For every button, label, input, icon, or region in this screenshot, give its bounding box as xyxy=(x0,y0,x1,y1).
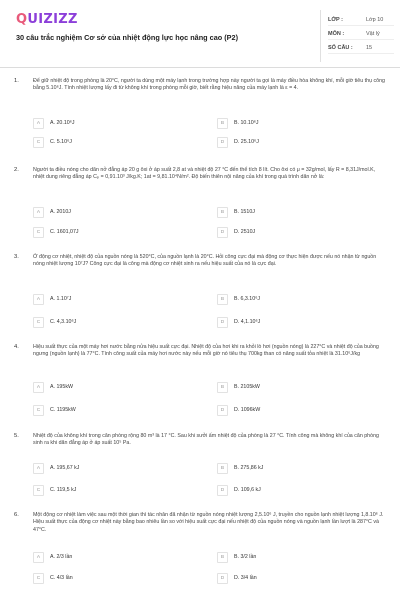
option-letter-box: B xyxy=(217,382,228,393)
option-letter-box: C xyxy=(33,317,44,328)
option-text: B. 2105kW xyxy=(234,384,260,390)
option-text: A. 195,67 kJ xyxy=(50,465,80,471)
option-letter-box: A xyxy=(33,463,44,474)
option-b[interactable] xyxy=(217,552,367,563)
option-text: C. 119,5 kJ xyxy=(50,487,77,493)
option-letter-box: C xyxy=(33,137,44,148)
question-number: 5. xyxy=(14,433,19,439)
option-a[interactable] xyxy=(33,294,183,305)
meta-class xyxy=(328,13,398,27)
meta-divider xyxy=(320,10,321,62)
option-letter-box: C xyxy=(33,227,44,238)
option-b[interactable] xyxy=(217,463,367,474)
option-letter-box: A xyxy=(33,207,44,218)
option-letter-box: D xyxy=(217,137,228,148)
option-letter-box: D xyxy=(217,405,228,416)
class-value: Lớp 10 xyxy=(366,17,384,23)
option-text: C. 4/3 lần xyxy=(50,575,73,581)
option-d[interactable] xyxy=(217,317,367,328)
option-c[interactable] xyxy=(33,137,183,148)
option-text: A. 1.10⁷J xyxy=(50,296,72,302)
quizizz-logo: QUIZIZZ xyxy=(16,12,78,27)
meta-subject xyxy=(328,27,398,41)
option-letter-box: C xyxy=(33,405,44,416)
option-letter-box: B xyxy=(217,207,228,218)
question-number: 2. xyxy=(14,167,19,173)
option-text: D. 109,6 kJ xyxy=(234,487,261,493)
option-b[interactable] xyxy=(217,118,367,129)
question-number: 4. xyxy=(14,344,19,350)
option-text: B. 1510J xyxy=(234,209,255,215)
question-text: Để giữ nhiệt độ trong phòng là 20°C, người ta dùng một máy lạnh trong trường hợp này người ta gọi là máy điều hòa không khí, mỗi giờ tiêu thụ công bằng 5.10⁶J. Tính nhiệt lượng lấy đi từ không khí trong phòng mỗi giờ, biết rằng hiệu năng của máy lạnh là ε = 4. xyxy=(33,78,385,92)
option-text: D. 3/4 lần xyxy=(234,575,257,581)
option-letter-box: D xyxy=(217,227,228,238)
option-b[interactable] xyxy=(217,294,367,305)
option-text: A. 2/3 lần xyxy=(50,554,73,560)
option-letter-box: C xyxy=(33,485,44,496)
option-text: A. 20.10⁶J xyxy=(50,120,75,126)
meta-question-count xyxy=(328,41,398,55)
option-text: D. 2510J xyxy=(234,229,256,235)
option-text: D. 4,1.10⁶J xyxy=(234,319,261,325)
option-letter-box: B xyxy=(217,552,228,563)
option-d[interactable] xyxy=(217,405,367,416)
option-letter-box: D xyxy=(217,573,228,584)
option-text: A. 195kW xyxy=(50,384,73,390)
option-d[interactable] xyxy=(217,485,367,496)
option-letter-box: C xyxy=(33,573,44,584)
subject-value: Vật lý xyxy=(366,31,380,37)
option-text: B. 6,3.10⁶J xyxy=(234,296,261,302)
option-a[interactable] xyxy=(33,552,183,563)
option-c[interactable] xyxy=(33,317,183,328)
option-letter-box: A xyxy=(33,118,44,129)
option-c[interactable] xyxy=(33,227,183,238)
option-d[interactable] xyxy=(217,573,367,584)
question-count-label: SỐ CÂU : xyxy=(328,45,353,51)
option-text: B. 3/2 lần xyxy=(234,554,257,560)
option-a[interactable] xyxy=(33,207,183,218)
question-text: Ở động cơ nhiệt, nhiệt độ của nguồn nóng là 520°C, của nguồn lạnh là 20°C. Hỏi công cực đại mà động cơ thực hiện được nếu nó nhận từ nguồn nóng nhiệt lượng 10⁷J? Công cực đại là công mà động cơ nhiệt sinh ra nếu hiệu suất của nó là cực đại. xyxy=(33,254,377,268)
option-text: D. 1096kW xyxy=(234,407,261,413)
question-text: Nhiệt độ của không khí trong căn phòng rộng 80 m³ là 17 °C. Sau khi sưởi ấm nhiệt độ của phòng là 27 °C. Tính công mà không khí của căn phòng sinh ra khi dãn đẳng áp ở áp suất 10⁵ Pa. xyxy=(33,433,379,447)
option-letter-box: D xyxy=(217,317,228,328)
page-title: 30 câu trắc nghiệm Cơ sở của nhiệt động lực học nâng cao (P2) xyxy=(16,33,239,42)
option-a[interactable] xyxy=(33,382,183,393)
option-text: C. 4,3.10⁶J xyxy=(50,319,77,325)
class-label: LỚP : xyxy=(328,17,343,23)
question-number: 1. xyxy=(14,78,19,84)
question-text: Một động cơ nhiệt làm việc sau một thời gian thì tác nhân đã nhận từ nguồn nóng nhiệt lượng 2,5.10⁶ J, truyền cho nguồn lạnh nhiệt lượng 1,8.10⁶ J. Hiệu suất thực của động cơ nhiệt này bằng bao nhiêu lần so với hiệu suất cực đại nếu nhiệt độ của nguồn nóng và nguồn lạnh lần lượt là 287°C và 47°C. xyxy=(33,512,384,533)
option-c[interactable] xyxy=(33,405,183,416)
option-text: B. 275,86 kJ xyxy=(234,465,264,471)
question-number: 3. xyxy=(14,254,19,260)
option-text: D. 25.10⁶J xyxy=(234,139,259,145)
question-number: 6. xyxy=(14,512,19,518)
option-b[interactable] xyxy=(217,207,367,218)
option-c[interactable] xyxy=(33,573,183,584)
option-letter-box: D xyxy=(217,485,228,496)
option-a[interactable] xyxy=(33,118,183,129)
option-letter-box: B xyxy=(217,463,228,474)
question-count-value: 15 xyxy=(366,45,373,51)
subject-label: MÔN : xyxy=(328,31,345,37)
option-c[interactable] xyxy=(33,485,183,496)
option-text: C. 5.10⁶J xyxy=(50,139,72,145)
option-letter-box: A xyxy=(33,382,44,393)
option-d[interactable] xyxy=(217,227,367,238)
option-letter-box: A xyxy=(33,552,44,563)
question-text: Hiệu suất thực của một máy hơi nước bằng nửa hiệu suất cực đại. Nhiệt độ của hơi khi ra khỏi lò hơi (nguồn nóng) là 227°C và nhiệt độ của buồng ngưng (nguồn lạnh) là 77°C. Tính công suất của máy hơi nước này nếu mỗi giờ nó tiêu thụ 700kg than có năng suất tỏa nhiệt là 31.10⁶J/kg xyxy=(33,344,379,358)
option-b[interactable] xyxy=(217,382,367,393)
option-text: C. 1195kW xyxy=(50,407,76,413)
option-d[interactable] xyxy=(217,137,367,148)
question-text: Người ta điều nóng cho dãn nở đẳng áp 20 g ôxi ở áp suất 2,8 at và nhiệt độ 27 °C đến thể tích 8 lít. Cho ôxi có μ = 32g/mol, lấy R = 8,31J/mol.K, nhiệt dung riêng đẳng áp Cₚ = 0,91.10³ J/kg.K; 1at = 9,81.10⁴N/m². Độ biến thiên nội năng của khí trong quá trình dãn nở là: xyxy=(33,167,376,181)
option-text: C. 1601,07J xyxy=(50,229,79,235)
page-header xyxy=(0,0,400,68)
option-a[interactable] xyxy=(33,463,183,474)
option-letter-box: B xyxy=(217,294,228,305)
option-letter-box: A xyxy=(33,294,44,305)
option-letter-box: B xyxy=(217,118,228,129)
option-text: B. 10.10⁶J xyxy=(234,120,259,126)
option-text: A. 2010J xyxy=(50,209,71,215)
